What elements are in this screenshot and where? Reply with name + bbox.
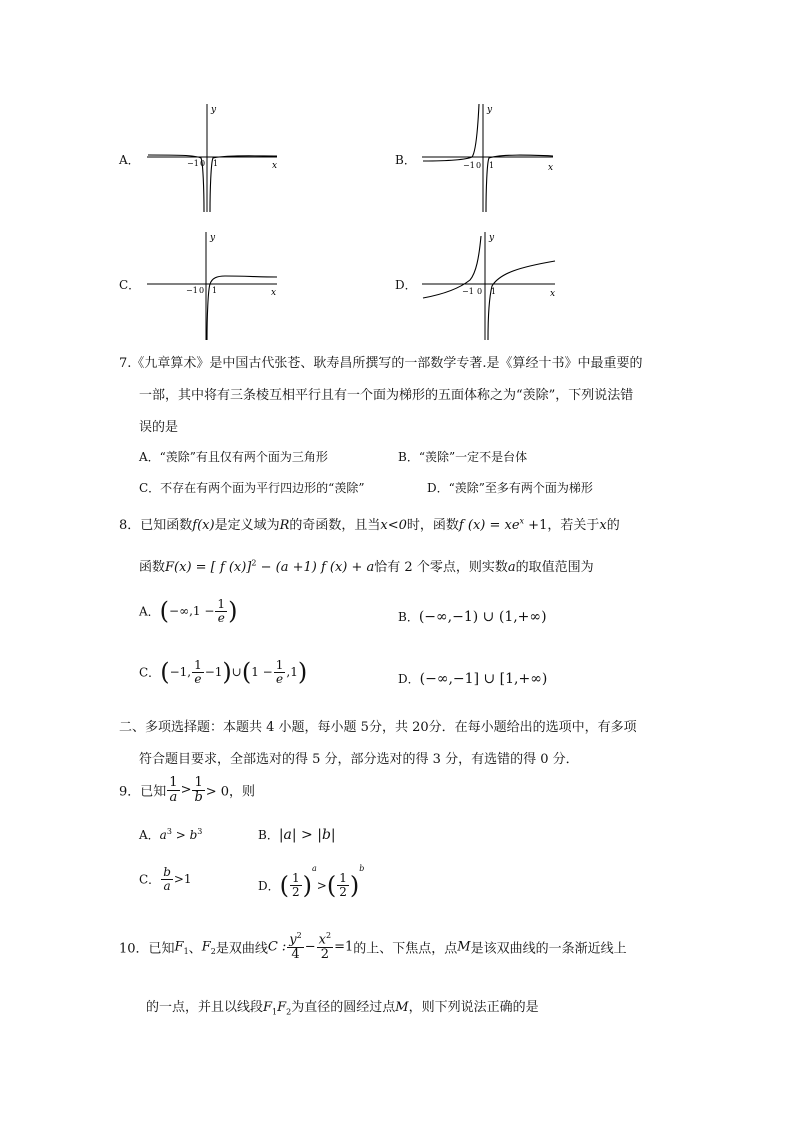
axis-x-label: x [550, 289, 556, 299]
section2-line2: 符合题目要求，全部选对的得 5 分，部分选对的得 3 分，有选错的得 0 分． [139, 752, 579, 767]
tick-neg: −1 [186, 286, 198, 295]
graph-option-d [420, 228, 560, 343]
q7-line1: 7.《九章算术》是中国古代张苍、耿寿昌所撰写的一部数学专著.是《算经十书》中最重要的 [119, 356, 643, 371]
tick-zero: 0 [200, 159, 206, 168]
q8-line2: 函数F(x) = [ f (x)]$^2$ − (a +1) f (x) + a恰有 2 个零点，则实数a的取值范围为 [139, 558, 594, 575]
q8-option-d: D．(−∞,−1] ∪ [1,+∞) [398, 671, 548, 687]
q7-option-b: B．“羡除”一定不是台体 [398, 450, 528, 464]
q7-option-a: A．“羡除”有且仅有两个面为三角形 [139, 450, 328, 464]
tick-neg: −1 [187, 159, 199, 168]
q8-option-b: B．(−∞,−1) ∪ (1,+∞) [398, 609, 547, 625]
graph-option-a-letter: A． [119, 153, 140, 167]
graph-option-c [145, 228, 285, 343]
q7-option-c: C．不存在有两个面为平行四边形的“羡除” [139, 481, 365, 495]
tick-one: 1 [213, 159, 219, 168]
q8-option-a: A．(−∞,1 − $\frac{1}{e}$ ) [139, 597, 238, 626]
q9-option-b: B．|a| > |b| [258, 827, 336, 843]
graph-option-a [145, 100, 285, 215]
q10-line2: 的一点，并且以线段$F_1F_2$为直径的圆经过点M，则下列说法正确的是 [146, 1000, 539, 1017]
q9-option-a: A．$a^3 > b^3$ [139, 827, 203, 842]
curve-left [423, 104, 479, 161]
axis-x-label: x [272, 161, 278, 171]
graph-option-c-letter: C． [119, 278, 141, 292]
tick-zero: 0 [477, 287, 483, 296]
axis-y-label: y [210, 233, 216, 243]
q10-line1: 10．已知$F_1$、$F_2$是双曲线C : $\frac{y^2}{4}$ − $\frac{x^2}{2}$ =1的上、下焦点，点M是该双曲线的一条渐近线上 [119, 931, 627, 962]
q7-option-d: D．“羡除”至多有两个面为梯形 [427, 481, 593, 495]
tick-zero: 0 [199, 286, 205, 295]
q7-line2: 一部，其中将有三条棱互相平行且有一个面为梯形的五面体称之为“羡除”，下列说法错 [139, 388, 634, 403]
tick-one: 1 [489, 161, 495, 170]
graph-option-b [420, 100, 560, 215]
tick-zero: 0 [476, 161, 482, 170]
tick-one: 1 [491, 287, 497, 296]
tick-neg: −1 [462, 287, 474, 296]
q9-stem: 9．已知 $\frac{1}{a}$ > $\frac{1}{b}$ > 0，则 [119, 775, 256, 805]
tick-one: 1 [212, 286, 218, 295]
curve-right [488, 261, 555, 340]
axis-y-label: y [489, 233, 495, 243]
axis-x-label: x [548, 163, 554, 173]
q9-option-d: D．( $\frac{1}{2}$ )$^a$>( $\frac{1}{2}$ )$^b$ [258, 864, 365, 900]
q9-option-c: C． $\frac{b}{a}$ >1 [139, 865, 192, 893]
q8-line1: 8．已知函数f(x)是定义域为R的奇函数，且当x<0时，函数f $(x) = xe^x +1$，若关于x的 [119, 516, 620, 533]
section2-line1: 二、多项选择题：本题共 4 小题，每小题 5分，共 20分．在每小题给出的选项中，有多项 [119, 720, 637, 735]
graph-option-d-letter: D． [395, 278, 417, 292]
axis-x-label: x [271, 288, 277, 298]
axis-y-label: y [211, 105, 217, 115]
curve-right [210, 156, 277, 212]
q8-option-c: C．(−1, $\frac{1}{e}$ −1)∪(1 − $\frac{1}{e}$ ,1) [139, 658, 308, 687]
q7-line3: 误的是 [139, 420, 179, 435]
axis-y-label: y [487, 105, 493, 115]
graph-option-b-letter: B． [395, 153, 416, 167]
tick-neg: −1 [463, 161, 475, 170]
curve-right [207, 276, 277, 340]
curve-right [486, 155, 553, 212]
